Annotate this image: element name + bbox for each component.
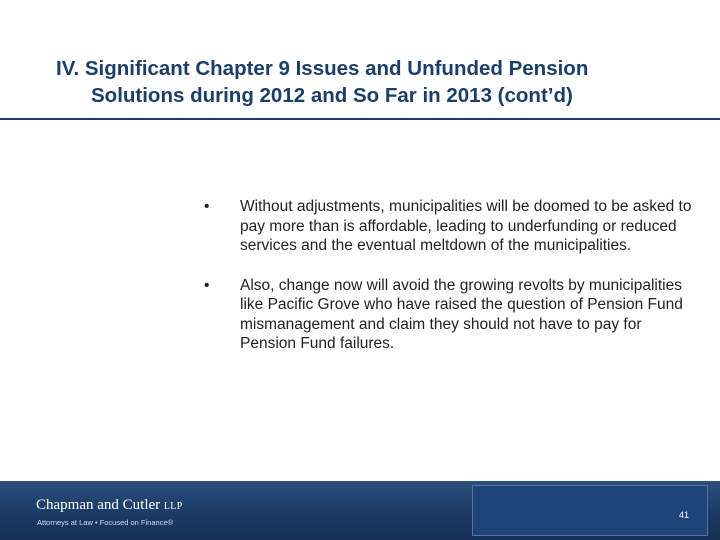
bullet-dot-icon: • [204,198,210,215]
bullet-item [200,197,700,256]
bullet-item [200,276,700,354]
firm-suffix: LLP [163,501,183,512]
firm-tagline: Attorneys at Law • Focused on Finance® [37,518,174,527]
page-number-box [472,485,708,536]
slide-title [56,55,696,109]
bullet-list [200,197,700,374]
page-number: 41 [678,510,689,520]
bullet-text: Without adjustments, municipalities will be doomed to be asked to pay more than is affordable, leading to underfunding or reduced services and the eventual meltdown of the municipalities. [240,198,692,254]
footer-bar [0,481,720,540]
title-divider [0,118,720,120]
slide-title-line-2: Solutions during 2012 and So Far in 2013 (cont’d) [91,84,573,107]
firm-logo [36,497,183,514]
slide-title-line-1: IV. Significant Chapter 9 Issues and Unfunded Pension [56,57,589,80]
firm-name: Chapman and Cutler [36,497,161,513]
bullet-text: Also, change now will avoid the growing revolts by municipalities like Pacific Grove who have raised the question of Pension Fund mismanagement and claim they should not have to pay for Pension Fund failures. [240,276,683,352]
bullet-dot-icon: • [204,276,210,294]
